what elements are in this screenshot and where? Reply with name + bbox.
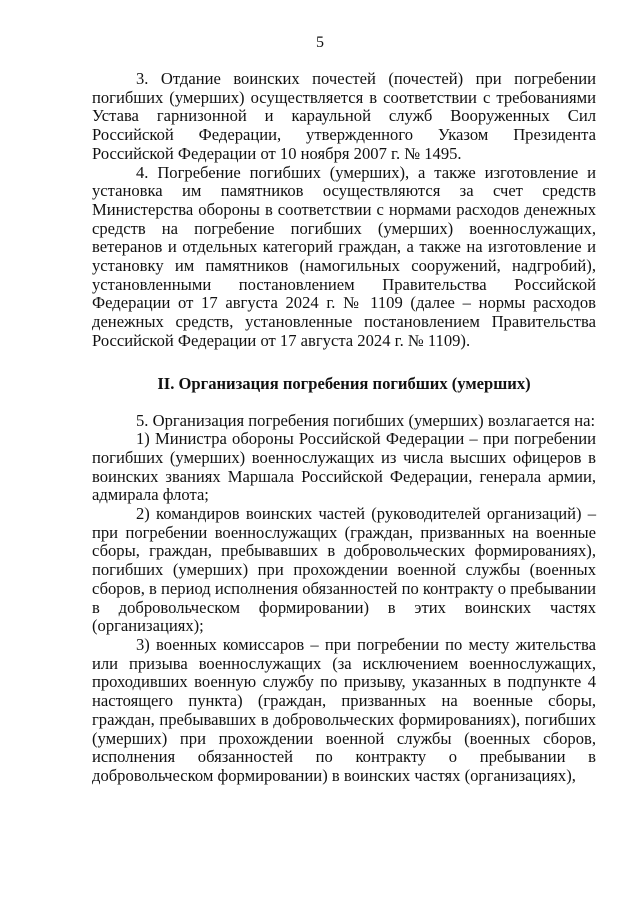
paragraph-3-military-honors: 3. Отдание воинских почестей (почестей) при погребении погибших (умерших) осуществляется в соответствии с требованиями Устава гарнизонной и караульной служб Вооруженных Сил Российской Федерации, утвержденного Указом Президента Российской Федерации от 10 ноября 2007 г. № 1495. bbox=[92, 69, 596, 163]
paragraph-5-organization: 5. Организация погребения погибших (умерших) возлагается на: bbox=[136, 410, 596, 430]
paragraph-4-burial-funding: 4. Погребение погибших (умерших), а также изготовление и установка им памятников осуществляются за счет средств Министерства обороны в соответствии с нормами расходов денежных средств на погребение погибших (умерших) военнослужащих, ветеранов и отдельных категорий граждан, а также на изготовление и установку им памятников (намогильных сооружений, надгробий), установленными постановлением Правительства Российской Федерации от 17 августа 2024 г. № 1109 (далее – нормы расходов денежных средств, установленные постановлением Правительства Российской Федерации от 17 августа 2024 г. № 1109). bbox=[92, 162, 596, 350]
subparagraph-3-commissars: 3) военных комиссаров – при погребении по месту жительства или призыва военнослужащих (за исключением военнослужащих, проходивших военную службу по призыву, указанных в подпункте 4 настоящего пункта) (граждан, призванных на военные сборы, граждан, пребывавших в добровольческих формированиях), погибших (умерших) при прохождении военной службы (военных сборов, исполнения обязанностей по контракту о пребывании в добровольческом формировании) в воинских частях (организациях), bbox=[92, 634, 596, 785]
organization-block bbox=[92, 412, 596, 786]
general-provisions-block bbox=[92, 70, 596, 351]
document-body bbox=[92, 70, 596, 786]
page-number: 5 bbox=[316, 34, 324, 51]
section-heading: II. Организация погребения погибших (умерших) bbox=[157, 373, 531, 393]
subparagraph-1-minister: 1) Министра обороны Российской Федерации – при погребении погибших (умерших) военнослужащих из числа высших офицеров в воинских званиях Маршала Российской Федерации, генерала армии, адмирала флота; bbox=[92, 429, 596, 505]
subparagraph-2-commanders: 2) командиров воинских частей (руководителей организаций) – при погребении военнослужащих (граждан, призванных на военные сборы, граждан, пребывавших в добровольческих формированиях), погибших (умерших) при прохождении военной службы (военных сборов, в период исполнения обязанностей по контракту о пребывании в добровольческом формировании) в этих воинских частях (организациях); bbox=[92, 504, 596, 636]
